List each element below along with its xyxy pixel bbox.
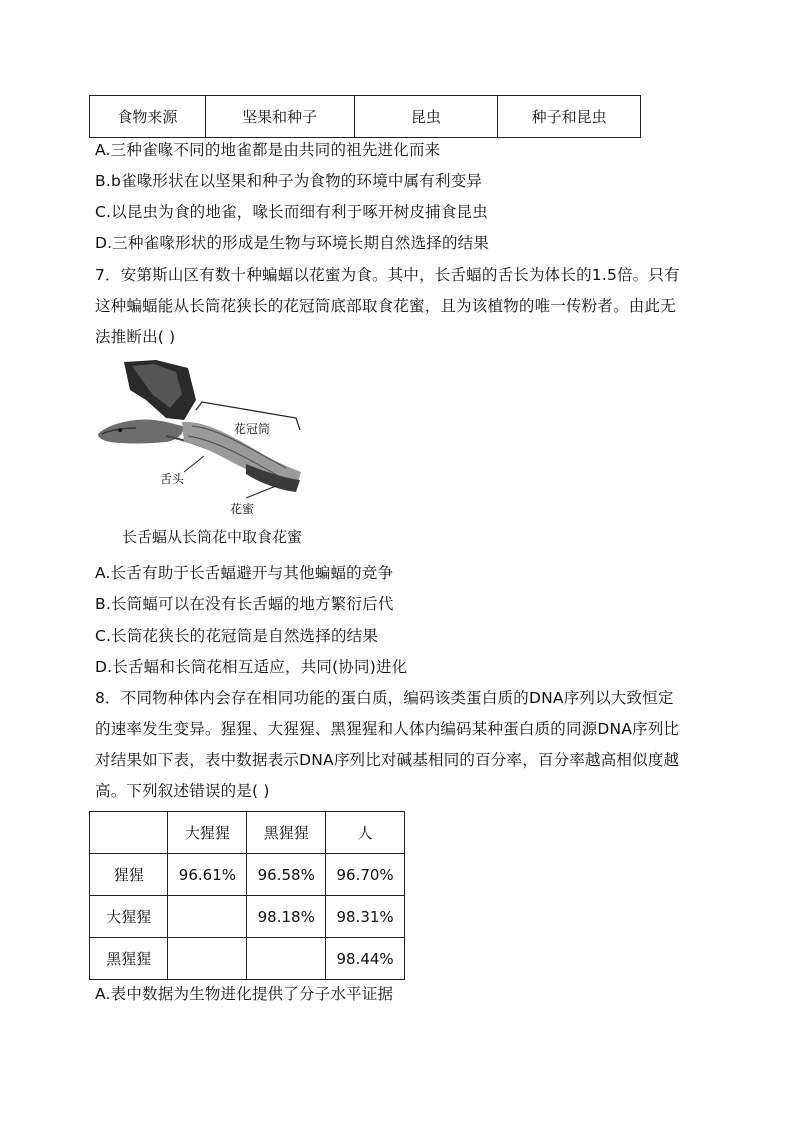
table-cell: 食物来源	[90, 96, 206, 138]
q6-option-d: D.三种雀喙形状的形成是生物与环境长期自然选择的结果	[95, 234, 490, 252]
q7-option-c: C.长筒花狭长的花冠筒是自然选择的结果	[95, 627, 379, 645]
table-cell	[168, 938, 247, 980]
row-label-cell: 猩猩	[90, 854, 168, 896]
dna-similarity-table	[89, 811, 405, 980]
q7-stem-line: 7．安第斯山区有数十种蝙蝠以花蜜为食。其中，长舌蝠的舌长为体长的1.5倍。只有	[95, 266, 680, 284]
q8-stem-line: 8．不同物种体内会存在相同功能的蛋白质，编码该类蛋白质的DNA序列以大致恒定	[95, 689, 674, 707]
table-cell: 98.31%	[326, 896, 405, 938]
header-cell: 人	[326, 812, 405, 854]
q6-option-c: C.以昆虫为食的地雀，喙长而细有利于啄开树皮捕食昆虫	[95, 203, 488, 221]
nectar-label: 花蜜	[230, 502, 255, 516]
q6-option-a: A.三种雀喙不同的地雀都是由共同的祖先进化而来	[95, 141, 441, 159]
bat-illustration	[96, 360, 311, 520]
row-label-cell: 黑猩猩	[90, 938, 168, 980]
table-cell: 96.61%	[168, 854, 247, 896]
table-cell	[168, 896, 247, 938]
table-cell	[247, 938, 326, 980]
table-cell: 98.44%	[326, 938, 405, 980]
row-label-cell: 大猩猩	[90, 896, 168, 938]
table-cell: 种子和昆虫	[498, 96, 641, 138]
q7-option-d: D.长舌蝠和长筒花相互适应，共同(协同)进化	[95, 658, 408, 676]
q8-option-a: A.表中数据为生物进化提供了分子水平证据	[95, 985, 394, 1003]
q7-stem-line: 这种蝙蝠能从长筒花狭长的花冠筒底部取食花蜜，且为该植物的唯一传粉者。由此无	[95, 297, 676, 315]
q7-stem-line: 法推断出( )	[95, 328, 176, 346]
table-row	[90, 854, 405, 896]
table-cell: 96.58%	[247, 854, 326, 896]
header-cell	[90, 812, 168, 854]
table-cell: 坚果和种子	[205, 96, 354, 138]
food-source-table	[89, 95, 641, 138]
q8-stem-line: 高。下列叙述错误的是( )	[95, 782, 270, 800]
q8-stem-line: 的速率发生变异。猩猩、大猩猩、黑猩猩和人体内编码某种蛋白质的同源DNA序列比	[95, 720, 680, 738]
table-row	[90, 96, 641, 138]
q6-option-b: B.b雀喙形状在以坚果和种子为食物的环境中属有利变异	[95, 172, 483, 190]
header-cell: 黑猩猩	[247, 812, 326, 854]
table-cell: 98.18%	[247, 896, 326, 938]
corolla-tube-label: 花冠筒	[234, 422, 271, 436]
bat-figure	[96, 360, 311, 520]
table-header-row	[90, 812, 405, 854]
q7-option-b: B.长筒蝠可以在没有长舌蝠的地方繁衍后代	[95, 595, 394, 613]
header-cell: 大猩猩	[168, 812, 247, 854]
figure-caption: 长舌蝠从长筒花中取食花蜜	[122, 528, 303, 546]
table-row	[90, 938, 405, 980]
q7-option-a: A.长舌有助于长舌蝠避开与其他蝙蝠的竞争	[95, 564, 394, 582]
table-row	[90, 896, 405, 938]
tongue-label: 舌头	[160, 472, 185, 486]
q8-stem-line: 对结果如下表，表中数据表示DNA序列比对碱基相同的百分率，百分率越高相似度越	[95, 751, 680, 769]
table-cell: 昆虫	[354, 96, 498, 138]
table-cell: 96.70%	[326, 854, 405, 896]
